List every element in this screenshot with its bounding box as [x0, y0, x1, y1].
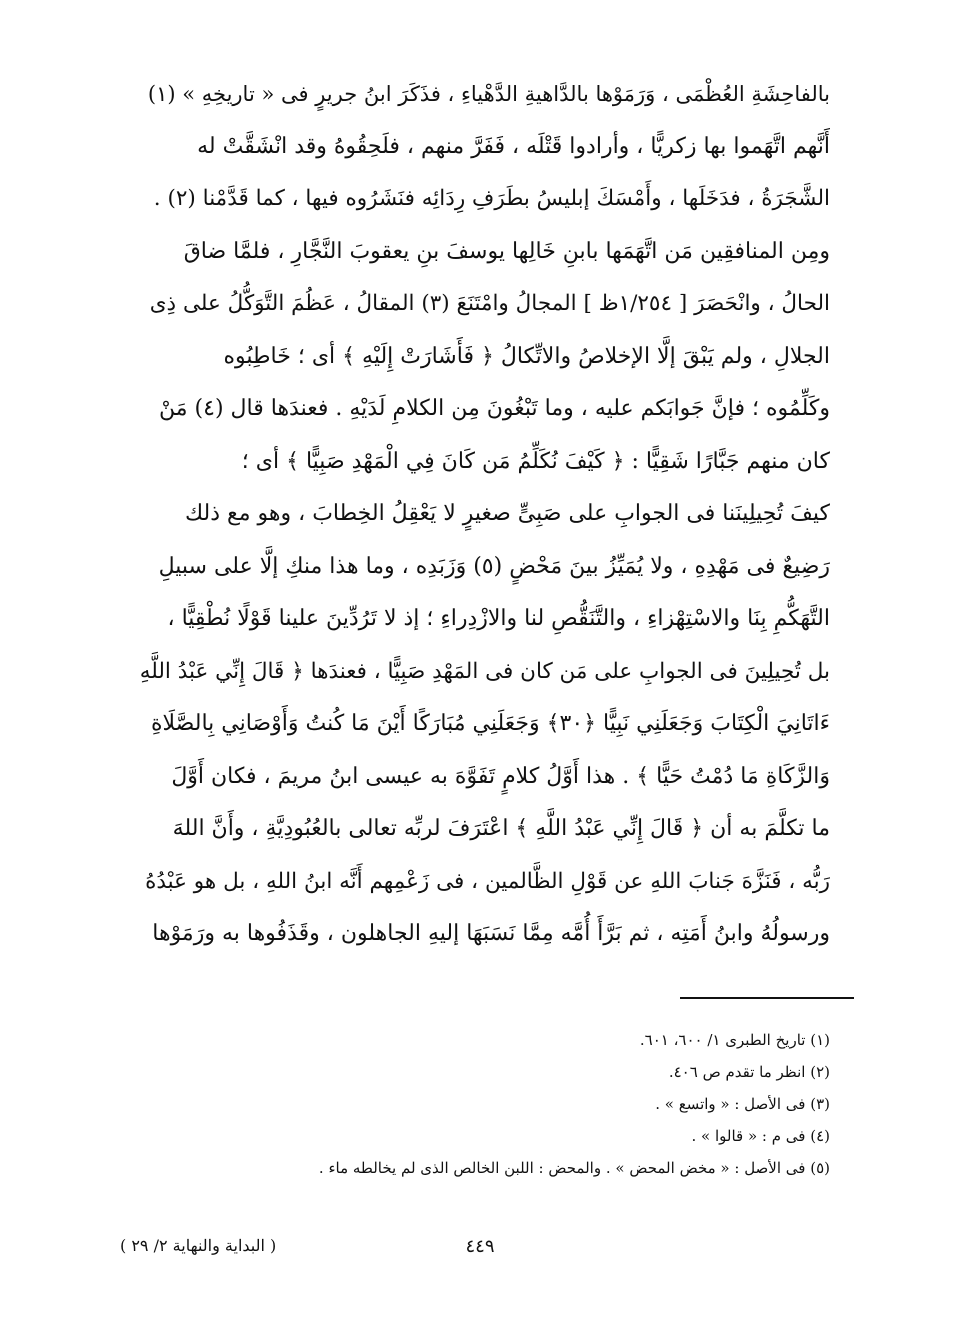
text-line: كيفَ تُحِيلِينَنا فى الجوابِ على صَبِىٍّ صغيرٍ لا يَعْقِلُ الخِطابَ ، وهو مع ذلك	[185, 501, 830, 526]
text-line: ومِن المنافقِين مَن اتَّهَمَها بابنِ خَالِها يوسفَ بنِ يعقوبَ النَّجَّارِ ، فلمَّا ضاقَ	[183, 238, 830, 264]
running-title: ( البداية والنهاية ٢/ ٢٩ )	[120, 1236, 277, 1255]
main-text	[140, 68, 830, 961]
text-line: بالفاحِشَةِ العُظْمَى ، وَرَمَوْها بالدَّاهيةِ الدَّهْياءِ ، فذَكَرَ ابنُ جريرٍ فى « تاريخِهِ » (١)	[147, 82, 830, 106]
footnotes	[230, 1024, 830, 1184]
text-line: ما تكلَّمَ به أن ﴿ قَالَ إِنِّي عَبْدُ اللَّهِ ﴾ اعْتَرَفَ لربِّه تعالى بالعُبُودِيَّةِ ، وأَنَّ اللهَ	[172, 816, 830, 841]
text-line: الحالُ ، وانْحَصَرَ [ ١/٢٥٤ظ ] المجالُ وامْتَنَعَ (٣) المقالُ ، عَظُمَ التَّوَكُّلُ على ذِى	[149, 291, 830, 316]
footnote: (٥) فى الأصل : « مخض المحض » . والمحض : اللبن الخالص الذى لم يخالطه ماء .	[318, 1159, 830, 1177]
text-line: كان منهم جَبَّارًا شَقِيًّا : ﴿ كَيْفَ نُكَلِّمُ مَن كَانَ فِي الْمَهْدِ صَبِيًّا ﴾ أى ؛	[241, 448, 830, 474]
footnote: (٢) انظر ما تقدم ص ٤٠٦.	[668, 1063, 830, 1081]
text-line: وَالزَّكَاةِ مَا دُمْتُ حَيًّا ﴾ . هذا أَوَّلُ كلامٍ تَفَوَّهَ به عيسى ابنُ مريمَ ، فكان أَوَّلَ	[171, 763, 830, 789]
footnote: (٤) فى م : « قالوا » .	[691, 1127, 830, 1145]
text-line: ورسولُهُ وابنُ أَمَتِه ، ثم بَرَّأَ أُمَّه مِمَّا نَسَبَهَا إليهِ الجاهلون ، وقَذَفُوها به ورَمَوْها	[152, 921, 830, 946]
footnote: (١) تاريخ الطبرى ١/ ٦٠٠، ٦٠١.	[639, 1031, 830, 1049]
text-line: أَنَّهم اتَّهَموا بها زكريًّا ، وأرادوا قَتْلَه ، فَفَرَّ منهم ، فلَحِقُوهُ وقد انْشَقَّتْ له	[197, 133, 830, 159]
text-line: التَّهَكُّمِ بِنَا والاسْتِهْزاءِ ، والتَّنَقُّصِ لنا والازْدِراءِ ؛ إذ لا تَرُدِّينَ علينا قَوْلًا نُطْقِيًّا ،	[167, 606, 830, 631]
text-line: رَبُّه ، فَنَزَّهَ جَنابَ اللهِ عن قَوْلِ الظَّالمين ، فى زَعْمِهم أَنَّه ابنُ اللهِ ، بل هو عَبْدُهُ	[145, 868, 830, 894]
text-line: الشَّجَرَةُ ، فدَخَلَها ، وأَمْسَكَ إبليسُ بطَرَفِ رِدَائِه فنَشَرُوه فيها ، كما قَدَّمْنا (٢) .	[153, 186, 830, 211]
footnote: (٣) فى الأصل : « واتسع » .	[655, 1095, 830, 1113]
text-line: ءَاتَانِيَ الْكِتَابَ وَجَعَلَنِي نَبِيًّا ﴿٣٠﴾ وَجَعَلَنِي مُبَارَكًا أَيْنَ مَا كُنتُ وَأَوْصَانِي بِالصَّلَاةِ	[151, 711, 830, 736]
text-line: رَضِيعٌ فى مَهْدِهِ ، ولا يُمَيِّزُ بينَ مَحْضٍ (٥) وَزَبَدِه ، وما هذا منكِ إلَّا على سبيلِ	[158, 553, 830, 579]
text-line: وكَلِّمُوه ؛ فإنَّ جَوابَكم عليه ، وما تَبْغُونَ مِن الكلامِ لَدَيْهِ . فعندَها قال (٤) مَنْ	[159, 396, 830, 421]
text-line: الجلالِ ، ولم يَبْقَ إلَّا الإخلاصُ والاتِّكالُ ﴿ فَأَشَارَتْ إِلَيْهِ ﴾ أى ؛ خَاطِبُوه	[223, 343, 830, 369]
text-line: بل تُحِيلِينَ فى الجوابِ على مَن كان فى المَهْدِ صَبِيًّا ، فعندَها ﴿ قَالَ إِنِّي عَبْدُ اللَّهِ	[140, 658, 830, 684]
footnote-divider	[680, 997, 854, 999]
page-number: ٤٤٩	[465, 1236, 495, 1257]
